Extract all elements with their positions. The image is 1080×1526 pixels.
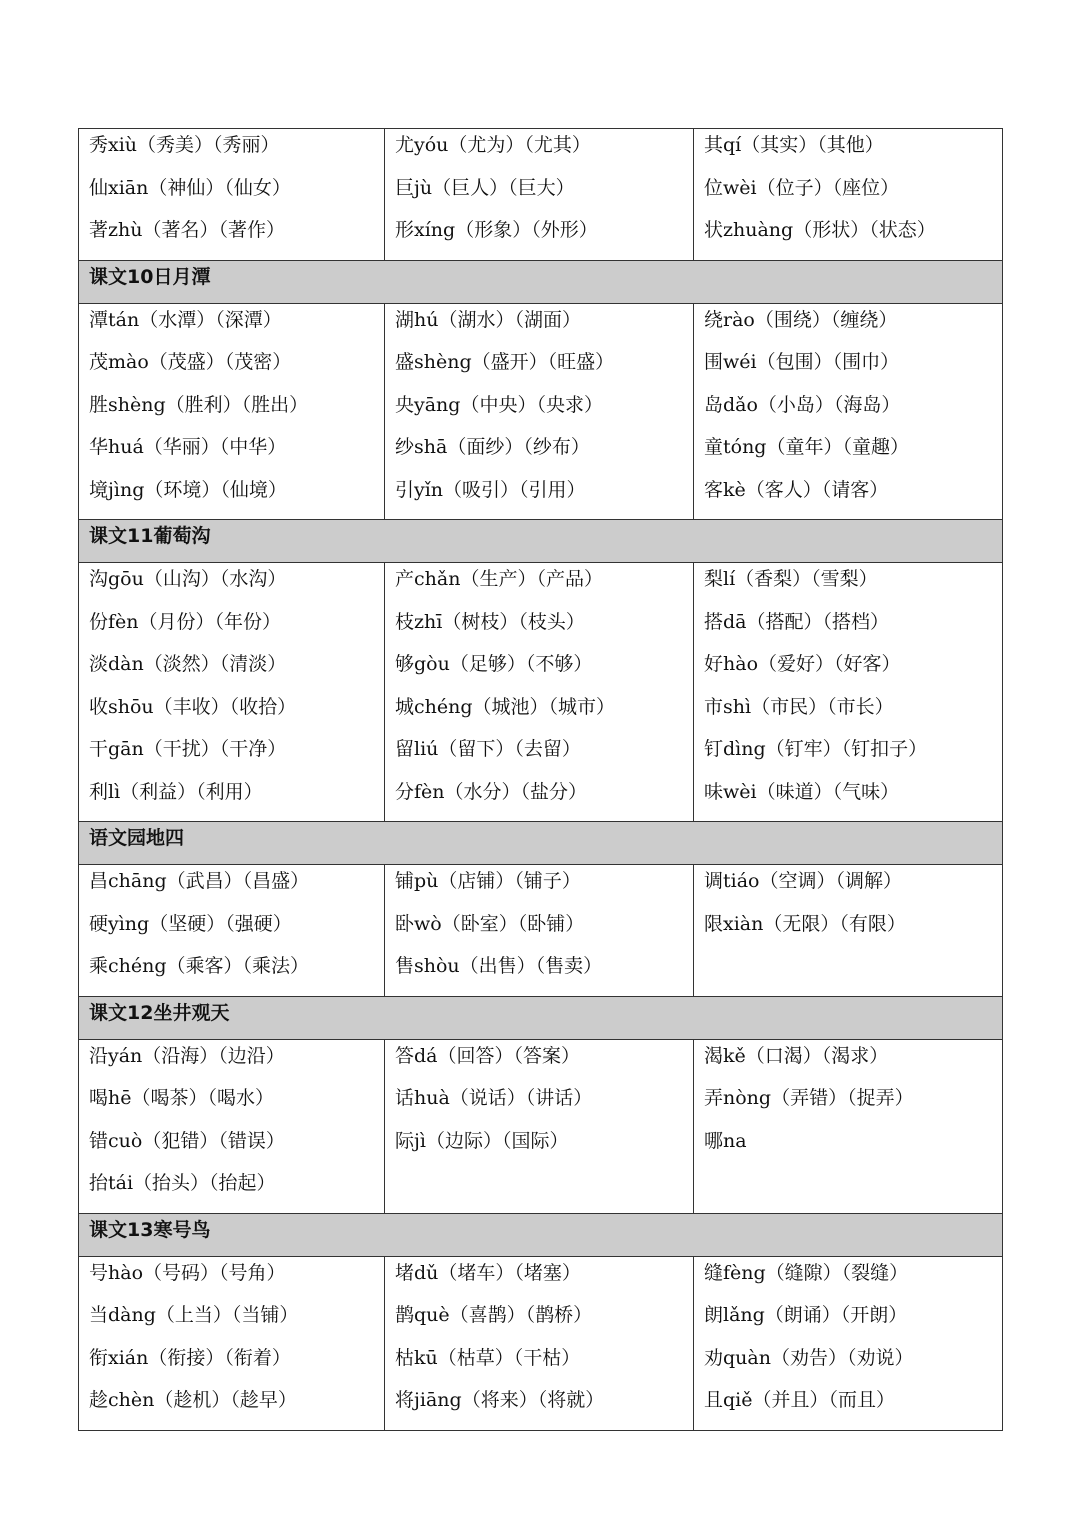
vocab-entry: 乘chéng（乘客）（乘法） (89, 955, 310, 977)
vocab-entry: 湖hú（湖水）（湖面） (395, 308, 581, 331)
vocab-entry: 境jìng（环境）（仙境） (89, 478, 287, 501)
vocab-entry: 且qiě（并且）（而且） (704, 1389, 895, 1411)
vocab-entry: 位wèi（位子）（座位） (704, 176, 900, 199)
section-title: 课文11葡萄沟 (89, 525, 211, 547)
vocab-entry: 话huà（说话）（讲话） (395, 1087, 593, 1109)
vocab-entry: 抬tái（抬头）（抬起） (89, 1172, 276, 1194)
vocab-entry: 巨jù（巨人）（巨大） (395, 176, 575, 199)
vocab-cell (694, 1256, 1003, 1430)
vocab-entry: 胜shèng（胜利）（胜出） (89, 393, 309, 416)
vocab-entry: 纱shā（面纱）（纱布） (395, 436, 590, 458)
section-content-row (79, 1256, 1003, 1430)
vocab-entry: 调tiáo（空调）（调解） (704, 870, 902, 892)
vocab-entry: 渴kě（口渴）（渴求） (704, 1044, 889, 1067)
vocab-entry: 卧wò（卧室）（卧铺） (395, 912, 585, 935)
vocab-entry: 枝zhī（树枝）（枝头） (395, 610, 585, 633)
vocab-cell (694, 129, 1003, 261)
vocab-cell (79, 303, 385, 520)
vocab-entry: 潭tán（水潭）（深潭） (89, 308, 282, 331)
vocab-entry: 华huá（华丽）（中华） (89, 436, 287, 458)
vocab-entry: 产chǎn（生产）（产品） (395, 568, 603, 590)
vocab-cell (79, 1039, 385, 1213)
vocabulary-table-body (79, 129, 1003, 1431)
vocab-entry: 引yǐn（吸引）（引用） (395, 478, 586, 501)
vocab-entry: 秀xiù（秀美）（秀丽） (89, 134, 280, 156)
vocab-entry: 沿yán（沿海）（边沿） (89, 1044, 285, 1067)
vocab-entry: 枯kū（枯草）（干枯） (395, 1346, 581, 1369)
vocab-entry: 号hào（号码）（号角） (89, 1261, 286, 1284)
vocab-entry: 淡dàn（淡然）（清淡） (89, 653, 287, 675)
vocab-entry: 仙xiān（神仙）（仙女） (89, 176, 291, 199)
vocab-entry: 缝fèng（缝隙）（裂缝） (704, 1261, 909, 1284)
vocab-entry: 鹊què（喜鹊）（鹊桥） (395, 1304, 593, 1326)
section-header-row (79, 1213, 1003, 1256)
vocab-entry: 干gān（干扰）（干净） (89, 738, 287, 760)
section-header-cell (79, 1213, 1003, 1256)
section-header-row (79, 996, 1003, 1039)
vocab-entry: 够gòu（足够）（不够） (395, 653, 593, 675)
vocab-cell (79, 1256, 385, 1430)
vocab-cell (385, 129, 694, 261)
vocab-entry: 错cuò（犯错）（错误） (89, 1129, 285, 1152)
vocab-entry: 昌chāng（武昌）（昌盛） (89, 870, 310, 892)
vocab-entry: 将jiāng（将来）（将就） (395, 1389, 605, 1411)
vocab-entry: 当dàng（上当）（当铺） (89, 1304, 299, 1326)
vocab-cell (694, 1039, 1003, 1213)
vocab-entry: 趁chèn（趁机）（趁早） (89, 1389, 297, 1411)
vocab-entry: 童tóng（童年）（童趣） (704, 436, 909, 458)
section-content-row (79, 129, 1003, 261)
section-content-row (79, 865, 1003, 997)
vocab-entry: 铺pù（店铺）（铺子） (395, 870, 581, 892)
section-title: 课文12坐井观天 (89, 1001, 230, 1024)
vocab-entry: 形xíng（形象）（外形） (395, 219, 598, 241)
vocab-entry: 哪na (704, 1129, 747, 1152)
section-content-row (79, 563, 1003, 822)
section-header-row (79, 260, 1003, 303)
vocab-entry: 沟gōu（山沟）（水沟） (89, 568, 287, 590)
vocab-cell (385, 1039, 694, 1213)
section-title: 课文13寒号鸟 (89, 1218, 211, 1241)
vocab-entry: 答dá（回答）（答案） (395, 1044, 580, 1067)
vocab-entry: 售shòu（出售）（售卖） (395, 955, 603, 977)
vocab-entry: 盛shèng（盛开）（旺盛） (395, 351, 615, 373)
vocab-entry: 堵dǔ（堵车）（堵塞） (395, 1261, 581, 1284)
section-header-cell (79, 520, 1003, 563)
vocab-entry: 留liú（留下）（去留） (395, 738, 581, 760)
vocab-entry: 央yāng（中央）（央求） (395, 393, 603, 416)
vocab-entry: 好hào（爱好）（好客） (704, 653, 901, 675)
vocab-cell (79, 563, 385, 822)
vocab-cell (79, 129, 385, 261)
vocab-entry: 硬yìng（坚硬）（强硬） (89, 912, 292, 935)
section-content-row (79, 1039, 1003, 1213)
vocab-entry: 著zhù（著名）（著作） (89, 219, 285, 241)
section-title: 课文10日月潭 (89, 265, 211, 288)
vocab-entry: 市shì（市民）（市长） (704, 695, 894, 718)
section-header-cell (79, 996, 1003, 1039)
vocab-cell (385, 865, 694, 997)
vocab-cell (694, 563, 1003, 822)
vocab-entry: 其qí（其实）（其他） (704, 134, 884, 156)
vocab-entry: 收shōu（丰收）（收拾） (89, 695, 297, 718)
vocab-entry: 城chéng（城池）（城市） (395, 695, 616, 718)
vocab-entry: 钉dìng（钉牢）（钉扣子） (704, 738, 928, 760)
vocab-cell (385, 303, 694, 520)
vocab-entry: 利lì（利益）（利用） (89, 780, 263, 803)
vocab-entry: 份fèn（月份）（年份） (89, 610, 282, 633)
vocab-entry: 分fèn（水分）（盐分） (395, 780, 588, 803)
vocabulary-table (78, 128, 1003, 1431)
section-header-cell (79, 260, 1003, 303)
section-content-row (79, 303, 1003, 520)
section-header-row (79, 822, 1003, 865)
vocab-entry: 朗lǎng（朗诵）（开朗） (704, 1304, 908, 1326)
section-header-row (79, 520, 1003, 563)
vocab-entry: 味wèi（味道）（气味） (704, 780, 900, 803)
vocab-entry: 绕rào（围绕）（缠绕） (704, 308, 898, 331)
vocab-entry: 弄nòng（弄错）（捉弄） (704, 1087, 914, 1109)
vocab-cell (385, 563, 694, 822)
vocab-entry: 状zhuàng（形状）（状态） (704, 219, 936, 241)
vocab-cell (694, 303, 1003, 520)
section-title: 语文园地四 (89, 827, 185, 849)
vocab-entry: 尤yóu（尤为）（尤其） (395, 134, 591, 156)
vocab-cell (79, 865, 385, 997)
vocab-entry: 衔xián（衔接）（衔着） (89, 1346, 291, 1369)
section-header-cell (79, 822, 1003, 865)
vocab-entry: 际jì（边际）（国际） (395, 1129, 569, 1152)
vocab-cell (385, 1256, 694, 1430)
vocab-entry: 劝quàn（劝告）（劝说） (704, 1346, 914, 1369)
vocab-entry: 限xiàn（无限）（有限） (704, 912, 906, 935)
vocab-entry: 喝hē（喝茶）（喝水） (89, 1087, 274, 1109)
vocab-entry: 围wéi（包围）（围巾） (704, 351, 900, 373)
vocab-entry: 搭dā（搭配）（搭档） (704, 610, 889, 633)
vocab-entry: 岛dǎo（小岛）（海岛） (704, 393, 901, 416)
vocab-entry: 梨lí（香梨）（雪梨） (704, 568, 878, 590)
vocab-entry: 茂mào（茂盛）（茂密） (89, 351, 292, 373)
vocab-entry: 客kè（客人）（请客） (704, 478, 889, 501)
vocab-cell (694, 865, 1003, 997)
